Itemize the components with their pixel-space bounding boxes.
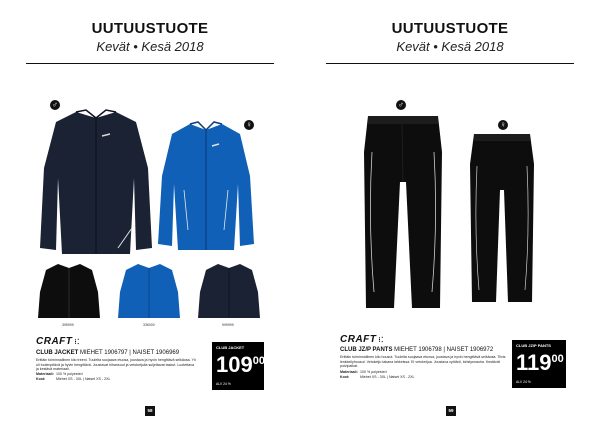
spec-material: Materiaali: 100 % polyesteri xyxy=(36,372,83,376)
variant-blue-jacket-image xyxy=(116,262,182,320)
price-label: CLUB JACKET xyxy=(216,345,245,350)
male-icon: ♂ xyxy=(52,100,58,109)
variant-code: 336000 xyxy=(143,323,155,327)
page-title: UUTUUSTUOTE xyxy=(391,20,509,37)
spec-sizes: Koot: Miehet XS - 3XL | Naiset XS - 2XL xyxy=(36,377,111,381)
right-page xyxy=(300,0,600,424)
craft-logo: CRAFT ⁝⁚ xyxy=(340,334,384,345)
variant-navy-jacket-image xyxy=(196,262,262,320)
product-name: CLUB JACKET MIEHET 1906797 | NAISET 1906969 xyxy=(36,350,180,356)
variant-code: 999999 xyxy=(222,323,234,327)
price-tag xyxy=(212,342,264,390)
womens-jacket-image xyxy=(154,120,258,252)
title-rule xyxy=(326,63,574,64)
spec-sizes: Koot: Miehet XS - 3XL | Naiset XS - 2XL xyxy=(340,375,415,379)
page-subtitle: Kevät • Kesä 2018 xyxy=(396,39,504,54)
page-number: 58 xyxy=(145,406,155,416)
mens-jacket-image xyxy=(36,108,156,256)
variant-code: 395999 xyxy=(62,323,74,327)
craft-logo: CRAFT ⁝⁚ xyxy=(36,336,80,347)
product-description: Erittäin toiminnallinen kilo treeni. Tuulelta suojaava etuosa, joustava ja hyvin hengittävä selkäosa. Yli oli tuulenpitävä ja hyvin hengittävä. Joustavat hihansuut ja vetoketjulla suljettavat taskut. Luotettava ja kestävä materiaali. xyxy=(36,358,196,372)
price-label: CLUB JZ/P PANTS xyxy=(516,343,551,348)
female-icon: ♀ xyxy=(246,120,252,129)
male-icon: ♂ xyxy=(398,100,404,109)
mens-pants-image xyxy=(362,112,444,312)
product-name: CLUB JZ/P PANTS MIEHET 1906798 | NAISET 1906972 xyxy=(340,347,494,353)
price-tag xyxy=(512,340,566,388)
variant-black-jacket-image xyxy=(36,262,102,320)
spec-material: Materiaali: 100 % polyesteri xyxy=(340,370,387,374)
price-value: $119^{00}$ xyxy=(516,350,564,375)
page-subtitle: Kevät • Kesä 2018 xyxy=(96,39,204,54)
price-note: ALV 24 % xyxy=(516,380,531,384)
page-title: UUTUUSTUOTE xyxy=(91,20,209,37)
female-icon: ♀ xyxy=(500,120,506,129)
product-description: Erittäin toiminnallinen kilo housut. Tuulelta suojaava etuosa, joustava ja hyvin hengittävä selkäosa. Tiivis lenkkeilyhousut. Vetoketju takana lahkeissa. Ei vetoketjua. Joustava vyötärö, kiristysnauha. Kestävät polvipaikat. xyxy=(340,355,506,369)
title-rule xyxy=(26,63,274,64)
page-number: 59 xyxy=(446,406,456,416)
womens-pants-image xyxy=(468,130,536,306)
price-value: $109^{00}$ xyxy=(216,352,265,377)
price-note: ALV 24 % xyxy=(216,382,231,386)
